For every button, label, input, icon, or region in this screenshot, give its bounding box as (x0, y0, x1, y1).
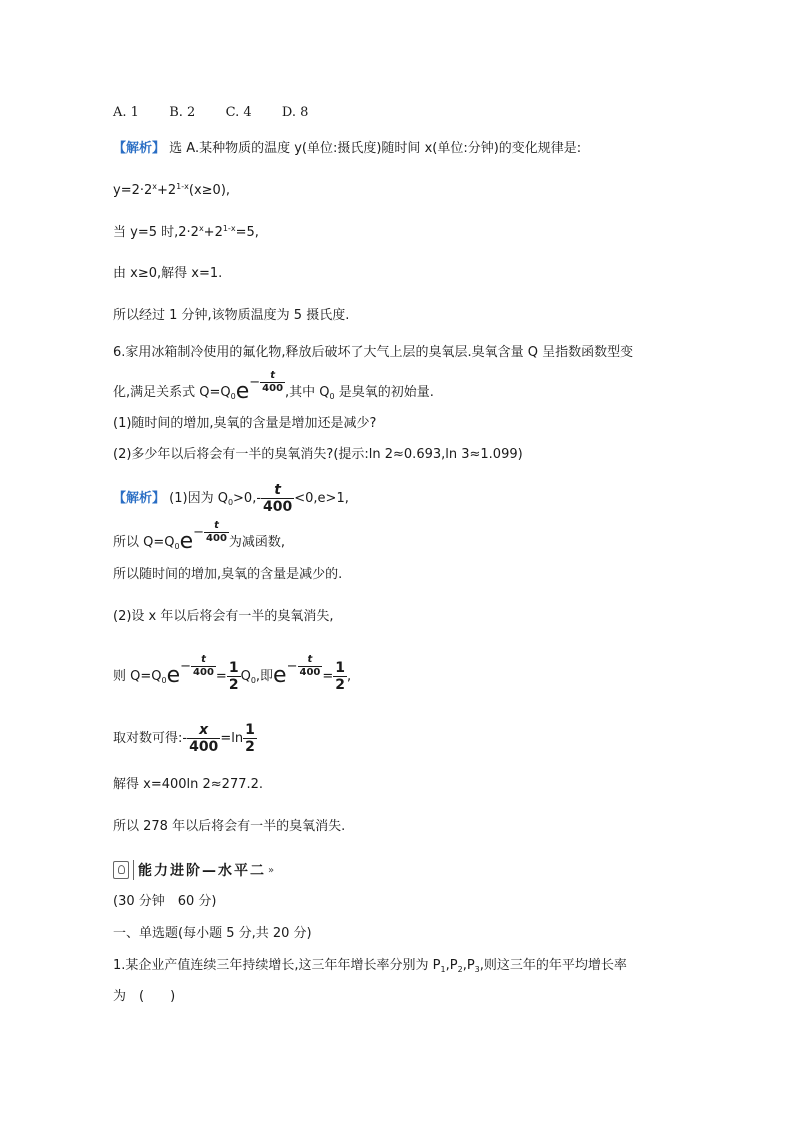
double-chevron-icon: » (268, 864, 275, 876)
solution-6-a2: 所以 $Q=Q_0e-$ $\frac{t}{400}$ 为减函数, (113, 520, 286, 554)
solution-5-intro: 【解析】 选 A.某种物质的温度 y(单位:摄氏度)随时间 x(单位:分钟)的变化规律是: (113, 141, 582, 156)
solution-6-a3: 所以随时间的增加,臭氧的含量是减少的. (113, 567, 343, 582)
problem-1-line1: 1.某企业产值连续三年持续增长,这三年年增长率分别为 $P_1,P_2,P_3$,则这三年的年平均增长率 (113, 958, 627, 974)
solution-5-when: 当 y=5 时$,2\cdot 2^x+2^{1-x}=5$, (113, 224, 259, 240)
answer-choices (113, 104, 308, 122)
problem-1-line2: 为 ( ) (113, 989, 176, 1004)
question-6-part2: (2)多少年以后将会有一半的臭氧消失?(提示:ln 2≈0.693,ln 3≈1.099) (113, 447, 523, 462)
analysis-tag: 【解析】 (113, 141, 166, 156)
solution-5-equation: $y=2\cdot 2^x+2^{1-x}(x\ge 0)$, (113, 182, 231, 198)
analysis-tag: 【解析】 (113, 491, 166, 506)
solution-5-conclusion: 所以经过 1 分钟,该物质温度为 5 摄氏度. (113, 308, 350, 323)
solution-6-b2: 则 $Q=Q_0e-$ $\frac{t}{400}$ = $\frac{1}{2}$ $Q_0$,即e− $\frac{t}{400}$ = $\frac{1}{2}$ , (113, 654, 352, 693)
solution-6-b5: 所以 278 年以后将会有一半的臭氧消失. (113, 819, 346, 834)
solution-6-b1: (2)设 x 年以后将会有一半的臭氧消失, (113, 609, 334, 624)
section-time: (30 分钟 60 分) (113, 894, 217, 909)
choice-d: D. 8 (281, 105, 309, 120)
choice-a: A. 1 (113, 105, 139, 120)
solution-6-a1: 【解析】 (1)因为 $Q_0>0,-$ $\frac{t}{400}$ <0,e>1, (113, 482, 349, 515)
question-6-part1: (1)随时间的增加,臭氧的含量是增加还是减少? (113, 416, 377, 431)
part-heading: 一、单选题(每小题 5 分,共 20 分) (113, 926, 312, 941)
choice-b: B. 2 (169, 105, 196, 120)
solution-5-by: 由 x≥0,解得 x=1. (113, 266, 223, 281)
solution-6-b4: 解得 x=400ln 2≈277.2. (113, 777, 264, 792)
question-6-line1: 6.家用冰箱制冷使用的氟化物,释放后破坏了大气上层的臭氧层.臭氧含量 Q 呈指数函数型变 (113, 345, 634, 360)
lightbulb-icon (113, 861, 129, 879)
choice-c: C. 4 (225, 105, 252, 120)
section-title: 能力进阶—水平二 (133, 860, 266, 880)
section-heading (113, 860, 274, 880)
question-6-line2: 化,满足关系式 $Q=Q_0e-$ $\frac{t}{400}$ ,其中 $Q_0$ 是臭氧的初始量. (113, 370, 434, 404)
solution-6-b3: 取对数可得:- $\frac{x}{400}$ =ln $\frac{1}{2}$ (113, 722, 255, 755)
